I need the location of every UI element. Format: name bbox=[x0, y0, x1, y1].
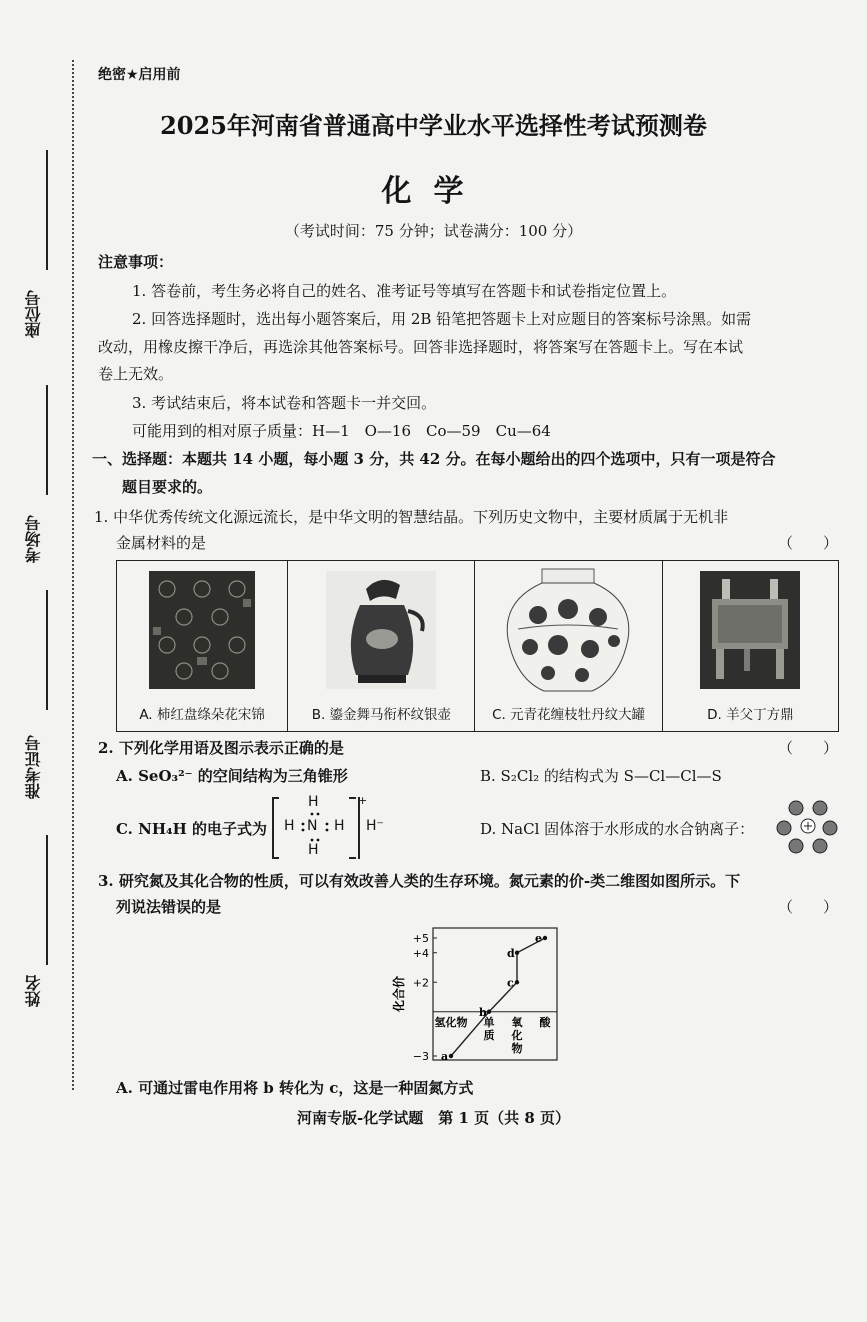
lewis-h-right: H bbox=[334, 818, 345, 834]
chart-point-a bbox=[449, 1054, 453, 1058]
ticket-line bbox=[46, 590, 48, 710]
artifact-b-image bbox=[288, 561, 474, 703]
exam-title: 2025年河南省普通高中学业水平选择性考试预测卷 bbox=[160, 111, 707, 140]
chart-point-b bbox=[487, 1010, 491, 1014]
chart-ylabel: 化合价 bbox=[392, 975, 406, 1013]
section-1-line-1: 一、选择题：本题共 14 小题，每小题 3 分，共 42 分。在每小题给出的四个选项中，只有一项是符合 bbox=[92, 450, 776, 468]
brocade-image bbox=[149, 571, 255, 689]
q3-option-a: A. 可通过雷电作用将 b 转化为 c，这是一种固氮方式 bbox=[116, 1079, 474, 1097]
bracket-tr bbox=[349, 797, 356, 799]
artifact-c-cell bbox=[475, 561, 662, 732]
chart-ytick-0: +5 bbox=[412, 932, 429, 945]
silver-pot-image bbox=[326, 571, 436, 689]
q2-option-c: C. NH₄H 的电子式为 bbox=[116, 820, 267, 838]
page-footer: 河南专版-化学试题 第 1 页（共 8 页） bbox=[297, 1109, 570, 1127]
artifact-d-image bbox=[663, 561, 838, 703]
artifact-d-cell bbox=[662, 561, 838, 732]
artifact-c-caption: C. 元青花缠枝牡丹纹大罐 bbox=[492, 707, 646, 723]
chart-point-e bbox=[543, 936, 547, 940]
q2-option-b: B. S₂Cl₂ 的结构式为 S—Cl—Cl—S bbox=[480, 767, 722, 785]
artifact-b-caption: B. 鎏金舞马衔杯纹银壶 bbox=[311, 707, 452, 723]
notice-item-3: 3. 考试结束后，将本试卷和答题卡一并交回。 bbox=[132, 394, 437, 412]
q2-option-a: A. SeO₃²⁻ 的空间结构为三角锥形 bbox=[116, 767, 348, 785]
q3-stem-line-1: 3. 研究氮及其化合物的性质，可以有效改善人类的生存环境。氮元素的价-类二维图如图所示。下 bbox=[98, 872, 741, 890]
lewis-hydride: H⁻ bbox=[366, 818, 384, 834]
name-line bbox=[46, 835, 48, 965]
chart-point-label-e: e bbox=[535, 932, 542, 945]
lewis-n-center: N bbox=[307, 818, 318, 834]
chart-point-d bbox=[515, 951, 519, 955]
binding-dotted-line bbox=[72, 60, 74, 1090]
ticket-label: 准考证号 bbox=[24, 735, 43, 799]
chart-category-0: 氢化物 bbox=[434, 1015, 468, 1029]
artifact-table bbox=[116, 560, 839, 732]
q2-answer-bracket: （ ） bbox=[778, 739, 839, 757]
chart-category-1: 单质 bbox=[483, 1015, 495, 1042]
q3-stem-line-2: 列说法错误的是 bbox=[116, 898, 222, 916]
artifact-b-cell bbox=[288, 561, 475, 732]
chart-point-c bbox=[515, 980, 519, 984]
chart-frame bbox=[433, 928, 557, 1060]
hydrated-sodium-ion-diagram bbox=[774, 798, 844, 854]
q1-stem-line-2: 金属材料的是 bbox=[116, 534, 207, 552]
bracket-bl bbox=[272, 857, 279, 859]
lewis-h-top: H bbox=[308, 794, 319, 810]
q2-option-d: D. NaCl 固体溶于水形成的水合钠离子： bbox=[480, 820, 755, 838]
lewis-h-left: H bbox=[284, 818, 295, 834]
notice-item-1: 1. 答卷前，考生务必将自己的姓名、准考证号等填写在答题卡和试卷指定位置上。 bbox=[132, 282, 677, 300]
q2-stem: 2. 下列化学用语及图示表示正确的是 bbox=[98, 739, 344, 757]
atomic-mass: 可能用到的相对原子质量：H—1 O—16 Co—59 Cu—64 bbox=[132, 422, 551, 440]
name-label: 姓名 bbox=[24, 975, 43, 1007]
lewis-h-bottom: H bbox=[308, 842, 319, 858]
q1-answer-bracket: （ ） bbox=[778, 534, 839, 552]
artifact-c-image bbox=[475, 561, 661, 703]
chart-ytick-1: +4 bbox=[412, 946, 429, 960]
porcelain-jar-image bbox=[498, 567, 638, 697]
bracket-tl bbox=[272, 797, 279, 799]
notice-heading: 注意事项： bbox=[98, 253, 174, 271]
bronze-ding-image bbox=[700, 571, 800, 689]
chart-category-2: 氧化物 bbox=[511, 1015, 523, 1055]
q3-answer-bracket: （ ） bbox=[778, 898, 839, 916]
artifact-a-cell bbox=[117, 561, 288, 732]
chart-point-label-b: b bbox=[479, 1005, 487, 1019]
q1-stem-line-1: 1. 中华优秀传统文化源远流长，是中华文明的智慧结晶。下列历史文物中，主要材质属于无机非 bbox=[94, 508, 729, 526]
artifact-a-caption: A. 柿红盘绦朵花宋锦 bbox=[139, 707, 265, 723]
chart-ytick-3: −3 bbox=[412, 1050, 429, 1063]
seat-label: 座位号 bbox=[24, 290, 43, 338]
artifact-d-caption: D. 羊父丁方鼎 bbox=[707, 707, 794, 723]
lewis-charge-plus: + bbox=[358, 794, 368, 807]
lewis-electron-dots bbox=[300, 810, 330, 844]
bracket-br bbox=[349, 857, 356, 859]
chart-point-label-d: d bbox=[507, 946, 515, 960]
chart-series-line bbox=[451, 938, 545, 1056]
chart-ytick-2: +2 bbox=[412, 976, 429, 990]
notice-item-2-line-1: 2. 回答选择题时，选出每小题答案后，用 2B 铅笔把答题卡上对应题目的答案标号涂黑。如需 bbox=[132, 310, 752, 328]
notice-item-2-line-2: 改动，用橡皮擦干净后，再选涂其他答案标号。回答非选择题时，将答案写在答题卡上。写在本试 bbox=[98, 338, 744, 356]
section-1-line-2: 题目要求的。 bbox=[122, 478, 213, 496]
room-line bbox=[46, 385, 48, 495]
room-label: 考场号 bbox=[24, 515, 43, 563]
chart-point-label-c: c bbox=[507, 976, 514, 990]
subject-title: 化学 bbox=[381, 174, 486, 209]
valence-class-chart bbox=[385, 924, 570, 1070]
secret-mark: 绝密★启用前 bbox=[98, 67, 181, 83]
notice-item-2-line-3: 卷上无效。 bbox=[98, 365, 174, 383]
chart-point-label-a: a bbox=[441, 1050, 449, 1063]
exam-info: （考试时间：75 分钟；试卷满分：100 分） bbox=[284, 222, 583, 240]
chart-category-3: 酸 bbox=[539, 1015, 551, 1029]
artifact-a-image bbox=[117, 561, 287, 703]
